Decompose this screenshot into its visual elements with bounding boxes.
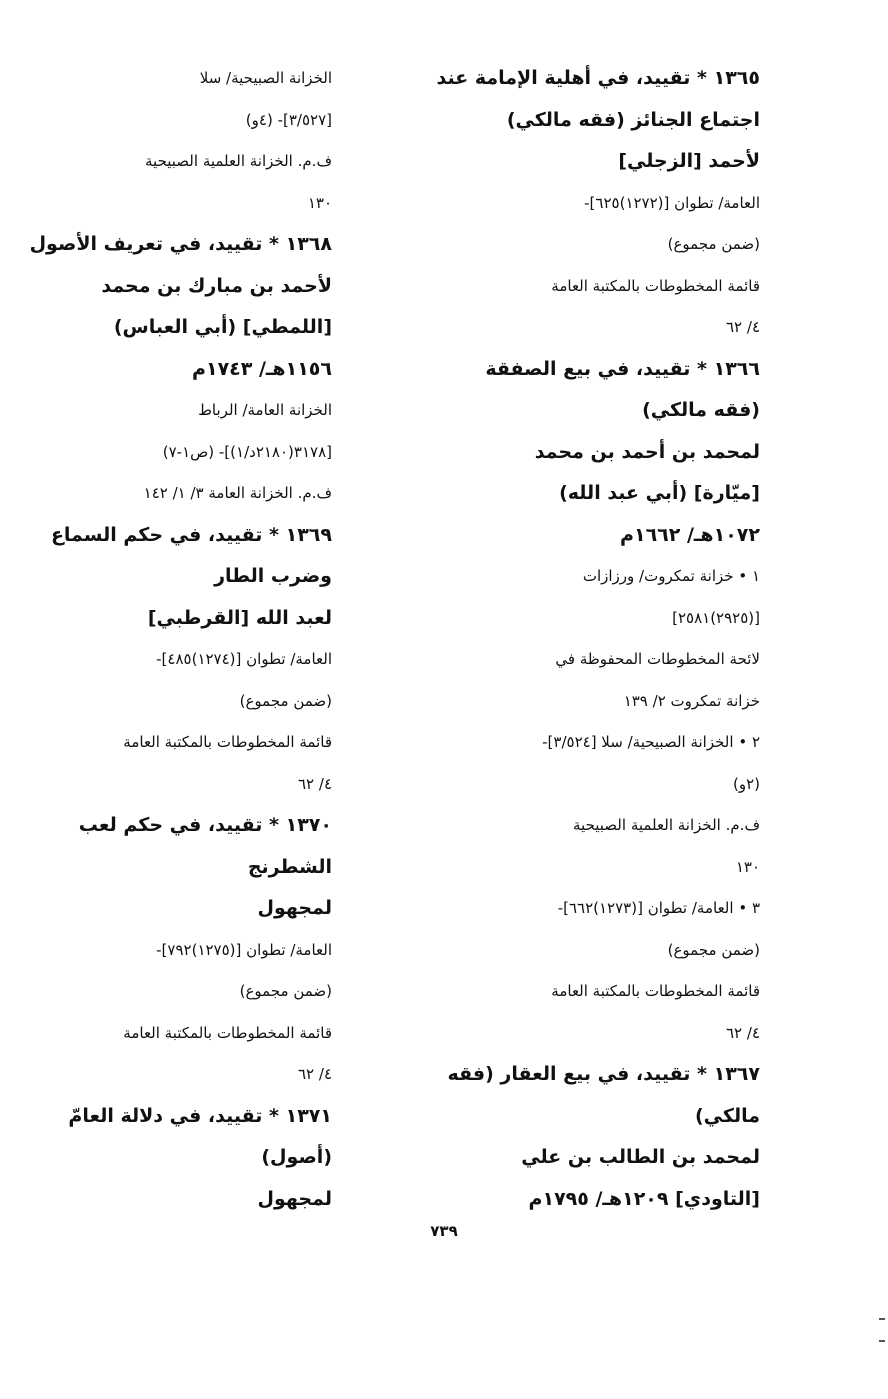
entry-heading-line: الشطرنج <box>247 855 332 878</box>
page-number: ٧٣٩ <box>430 1222 458 1240</box>
entry-detail-line: ف.م. الخزانة العامة ٣/ ١/ ١٤٢ <box>143 484 332 502</box>
entry-heading-line: اجتماع الجنائز (فقه مالكي) <box>506 108 760 131</box>
entry-detail-line: ١٣٠ <box>735 857 760 876</box>
entry-detail-line: ٤/ ٦٢ <box>725 1023 760 1042</box>
entry-heading-line: مالكي) <box>695 1104 760 1127</box>
entry-detail-line: ٤/ ٦٢ <box>297 1065 332 1083</box>
entry-detail-line: العامة/ تطوان [(١٢٧٤)٤٨٥]- <box>156 650 332 668</box>
entry-detail-line: (ضمن مجموع) <box>667 235 760 253</box>
entry-heading-line: ١٣٦٨ * تقييد، في تعريف الأصول <box>29 233 332 255</box>
entry-detail-line: قائمة المخطوطات بالمكتبة العامة <box>551 276 760 295</box>
entry-heading-line: وضرب الطار <box>214 565 332 587</box>
entry-detail-line: [٣١٧٨(٢١٨٠د/١)]- (ص١-٧) <box>162 442 332 461</box>
entry-heading-line: لعبد الله [القرطبي] <box>147 606 332 629</box>
entry-detail-line: (ضمن مجموع) <box>239 982 332 1000</box>
entry-detail-line: [٣/٥٢٧]- (٤و) <box>245 110 332 129</box>
entry-detail-line: (ضمن مجموع) <box>667 940 760 959</box>
entry-heading-line: [اللمطي] (أبي العباس) <box>113 316 332 338</box>
entry-heading-line: (أصول) <box>261 1146 332 1168</box>
entry-heading-line: ١٣٦٩ * تقييد، في حكم السماع <box>50 523 332 546</box>
entry-detail-line: ١ • خزانة تمكروت/ ورزازات <box>582 567 760 585</box>
entry-detail-line: [(٢٩٢٥)٢٥٨١] <box>672 608 760 627</box>
entry-heading-line: لمجهول <box>257 1187 332 1210</box>
scan-edge-mark <box>879 1340 885 1342</box>
entry-detail-line: ٤/ ٦٢ <box>725 318 760 336</box>
entry-detail-line: خزانة تمكروت ٢/ ١٣٩ <box>623 691 760 710</box>
entry-detail-line: الخزانة الصبيحية/ سلا <box>199 69 332 87</box>
entry-detail-line: ف.م. الخزانة العلمية الصبيحية <box>573 816 760 834</box>
entry-detail-line: قائمة المخطوطات بالمكتبة العامة <box>123 733 332 751</box>
entry-detail-line: ١٣٠ <box>307 193 332 212</box>
entry-detail-line: الخزانة العامة/ الرباط <box>198 401 332 419</box>
entry-detail-line: ٣ • العامة/ تطوان [(١٢٧٣)٦٦٢]- <box>557 899 760 917</box>
entry-heading-line: ١٣٦٧ * تقييد، في بيع العقار (فقه <box>447 1063 760 1085</box>
entry-heading-line: ١١٥٦هـ/ ١٧٤٣م <box>192 357 332 380</box>
entry-heading-line: ١٣٦٦ * تقييد، في بيع الصفقة <box>485 357 760 380</box>
entry-detail-line: ٢ • الخزانة الصبيحية/ سلا [٣/٥٢٤]- <box>542 733 760 751</box>
scan-edge-mark <box>879 1318 885 1320</box>
entry-detail-line: قائمة المخطوطات بالمكتبة العامة <box>123 1023 332 1042</box>
entry-heading-line: لمحمد بن أحمد بن محمد <box>534 440 760 463</box>
entry-detail-line: (ضمن مجموع) <box>239 691 332 710</box>
entry-detail-line: ٤/ ٦٢ <box>297 774 332 793</box>
entry-heading-line: لأحمد بن مبارك بن محمد <box>101 274 332 297</box>
entry-heading-line: ١٣٦٥ * تقييد، في أهلية الإمامة عند <box>436 67 760 89</box>
entry-detail-line: ف.م. الخزانة العلمية الصبيحية <box>145 152 332 170</box>
entry-detail-line: العامة/ تطوان [(١٢٧٥)٧٩٢]- <box>156 940 332 959</box>
entry-detail-line: لائحة المخطوطات المحفوظة في <box>555 650 760 668</box>
entry-heading-line: [ميّارة] (أبي عبد الله) <box>559 482 760 504</box>
entry-detail-line: قائمة المخطوطات بالمكتبة العامة <box>551 982 760 1000</box>
entry-heading-line: ١٣٧١ * تقييد، في دلالة العامّ <box>68 1104 332 1127</box>
entry-heading-line: لمجهول <box>257 897 332 919</box>
entry-heading-line: ١٠٧٢هـ/ ١٦٦٢م <box>620 523 760 546</box>
entry-heading-line: لأحمد [الزجلي] <box>618 150 760 172</box>
entry-heading-line: [التاودي] ١٢٠٩هـ/ ١٧٩٥م <box>528 1187 760 1210</box>
right-column <box>415 58 760 1220</box>
entry-heading-line: (فقه مالكي) <box>642 399 760 421</box>
entry-detail-line: العامة/ تطوان [(١٢٧٢)٦٢٥]- <box>584 193 760 212</box>
left-column <box>0 58 332 1220</box>
entry-heading-line: ١٣٧٠ * تقييد، في حكم لعب <box>78 814 332 836</box>
entry-detail-line: (٢و) <box>732 774 760 793</box>
entry-heading-line: لمحمد بن الطالب بن علي <box>521 1146 760 1168</box>
